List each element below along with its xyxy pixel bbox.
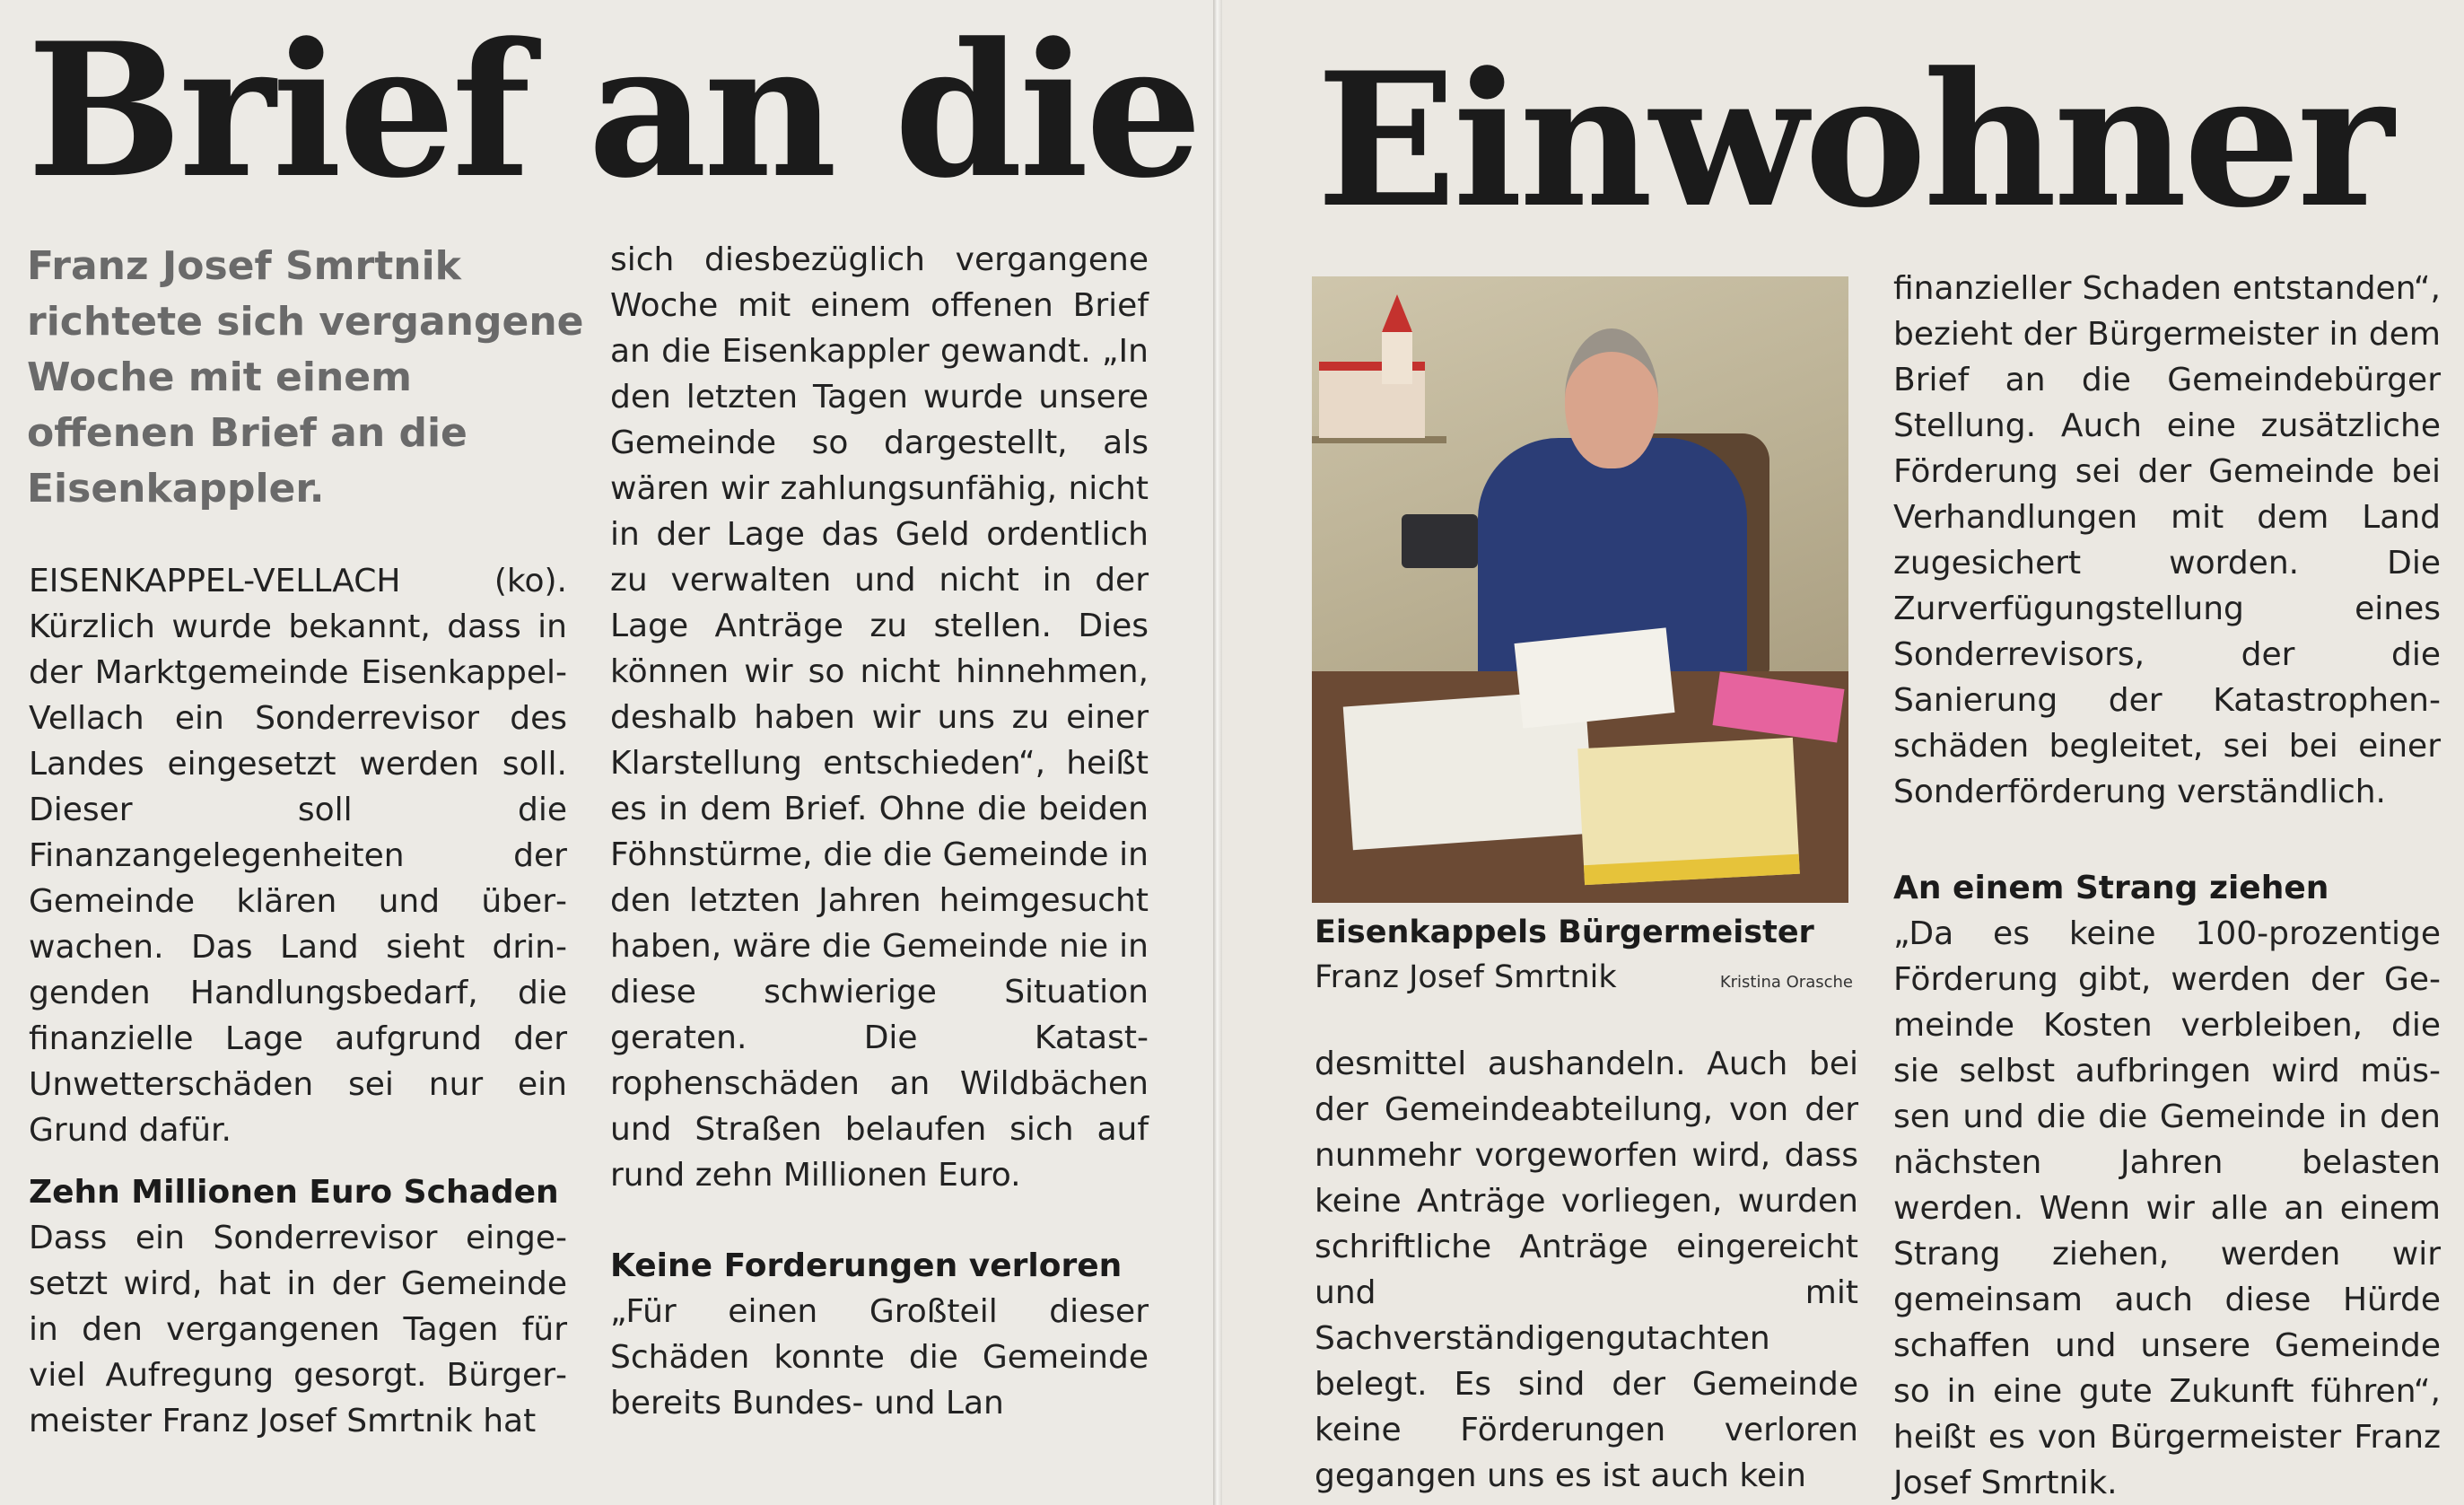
text-column-2 (610, 237, 1149, 1426)
body-paragraph: desmittel aushandeln. Auch bei der Gemeindeabteilung, von der nunmehr vorgeworfen wird, dass keine Anträge vorliegen, wurden schriftliche Anträge eingereicht und mit Sachverständigengutachten belegt. Es sind der Gemeinde keine Förderungen verloren gegangen uns es ist auch kein (1315, 1046, 1858, 1494)
intro-paragraph: EISENKAPPEL-VELLACH (ko). Kürzlich wurde bekannt, dass in der Marktgemeinde Eisenkappel-Vellach ein Sonderrevisor des Landes eingesetzt werden soll. Dieser soll die Finanzangelegenheiten der Gemeinde klären und überwachen. Das Land sieht dringenden Handlungsbedarf, die finanzielle Lage aufgrund der Unwetterschäden sei nur ein Grund dafür. (29, 563, 567, 1149)
headline-right: Einwohner (1316, 33, 2390, 249)
page-gutter (1213, 0, 1222, 1505)
body-paragraph: finanzieller Schaden entstanden“, bezieht der Bürgermeister in dem Brief an die Gemeindebürger Stellung. Auch eine zusätzliche Förderung sei der Gemeinde bei Verhandlungen mit dem Land zugesichert worden. Die Zurverfügungstellung eines Sonderrevisors, der die Sanierung der Katastrophenschäden begleitet, sei bei einer Sonderförderung verständlich. (1893, 270, 2441, 810)
text-column-4 (1893, 266, 2441, 1505)
desk-phone (1402, 514, 1478, 568)
caption-name: Franz Josef Smrtnik (1315, 959, 1617, 995)
left-page (0, 0, 1213, 1505)
mayor-head (1565, 328, 1658, 468)
subheading-forderungen: Keine Forderungen verloren (610, 1247, 1123, 1284)
body-paragraph: „Für einen Großteil dieser Schäden konnte die Gemeinde bereits Bundes- und Lan (610, 1293, 1149, 1422)
subheading-strang: An einem Strang ziehen (1893, 870, 2329, 906)
text-column-3 (1315, 1041, 1858, 1499)
photo-caption (1315, 910, 1853, 1000)
body-paragraph: sich diesbezüglich vergangene Woche mit einem offenen Brief an die Eisenkappler gewandt. „In den letzten Tagen wurde unsere Gemeinde so dargestellt, als wären wir zahlungsunfähig, nicht in der Lage das Geld ordentlich zu verwalten und nicht in der Lage Anträge zu stellen. Dies können wir so nicht hinnehmen, deshalb haben wir uns zu einer Klarstellung entschieden“, heißt es in dem Brief. Ohne die beiden Föhnstürme, die die Gemeinde in den letzten Jahren heimgesucht haben, wäre die Gemeinde nie in diese schwierige Situation geraten. Die Katastrophenschäden an Wildbächen und Straßen belaufen sich auf rund zehn Millionen Euro. (610, 241, 1149, 1194)
body-paragraph: „Da es keine 100-prozentige Förderung gibt, werden der Gemeinde Kosten verbleiben, die sie selbst aufbringen wird müssen und die die Gemeinde in den nächsten Jahren belasten werden. Wenn wir alle an einem Strang ziehen, werden wir gemeinsam auch diese Hürde schaffen und unsere Gemeinde so in eine gute Zukunft führen“, heißt es von Bürgermeister Franz Josef Smrtnik. (1893, 915, 2441, 1501)
caption-title: Eisenkappels Bürgermeister (1315, 914, 1814, 950)
photo-credit: Kristina Orasche (1719, 973, 1853, 992)
church-spire (1382, 294, 1412, 332)
desk-papers (1515, 627, 1675, 728)
headline-left: Brief an die (27, 4, 1200, 219)
article-lead: Franz Josef Smrtnik richtete sich vergangene Woche mit einem offenen Brief an die Eisenkappler. (27, 243, 584, 512)
church-tower (1382, 330, 1412, 384)
mayor-photo (1312, 276, 1848, 903)
right-page (1222, 0, 2464, 1505)
binder (1577, 738, 1800, 885)
body-paragraph: Dass ein Sonderrevisor eingesetzt wird, hat in der Gemeinde in den vergangenen Tagen für viel Aufregung gesorgt. Bürgermeister Franz Josef Smrtnik hat (29, 1220, 567, 1439)
subheading-schaden: Zehn Millionen Euro Schaden (29, 1174, 559, 1211)
text-column-1 (29, 558, 567, 1444)
